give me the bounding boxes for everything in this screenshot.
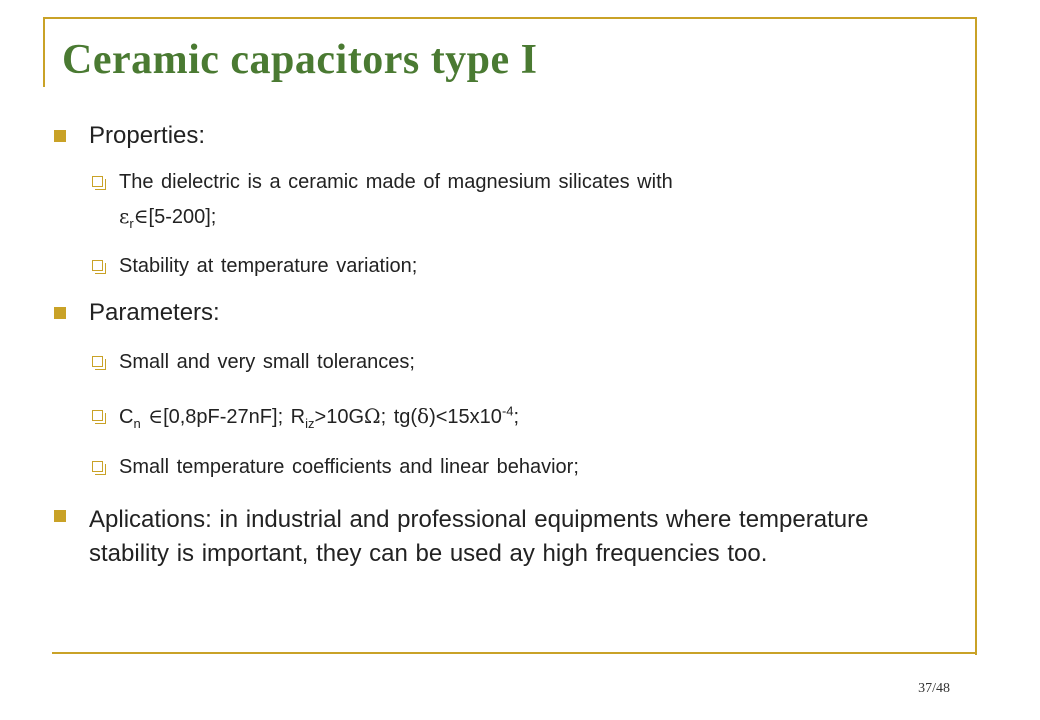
checkbox-bullet-icon <box>92 410 103 421</box>
parameters-heading: Parameters: <box>89 299 220 326</box>
tangent-exponent: -4 <box>501 403 514 419</box>
slide-title: Ceramic capacitors type I <box>62 37 538 83</box>
resistance-value: >10G <box>314 406 364 428</box>
applications-text: Aplications: in industrial and professional equipments where temperature stability is important, they can be used ay high frequencies too. <box>89 506 869 567</box>
checkbox-bullet-icon <box>92 356 103 367</box>
dielectric-text-line2 <box>119 201 216 232</box>
checkbox-bullet-icon <box>92 176 103 187</box>
properties-heading: Properties: <box>89 122 206 149</box>
title-frame-top-line <box>43 17 976 19</box>
square-bullet-icon <box>54 130 66 142</box>
element-of-symbol: ∈ <box>133 204 149 228</box>
dielectric-range: [5-200]; <box>148 206 217 228</box>
square-bullet-icon <box>54 307 66 319</box>
square-bullet-icon <box>54 510 66 522</box>
capacitance-parameters-text <box>119 401 519 432</box>
capacitance-range: [0,8pF-27nF]; R <box>163 406 306 428</box>
element-of-symbol: ∈ <box>148 404 164 428</box>
dielectric-text-line1: The dielectric is a ceramic made of magnesium silicates with <box>119 171 673 193</box>
resistance-subscript: iz <box>305 416 315 431</box>
epsilon-subscript: r <box>129 216 134 231</box>
frame-right-line <box>975 17 977 655</box>
parameter-end-semicolon: ; <box>513 406 520 428</box>
capacitance-symbol: C <box>119 406 134 428</box>
page-number: 37/48 <box>918 681 950 696</box>
epsilon-symbol: ε <box>119 204 130 228</box>
tolerances-text: Small and very small tolerances; <box>119 351 415 373</box>
footer-divider-line <box>52 652 976 654</box>
delta-symbol: δ <box>417 404 430 428</box>
capacitance-subscript: n <box>133 416 141 431</box>
omega-symbol: Ω <box>364 404 381 428</box>
stability-text: Stability at temperature variation; <box>119 255 418 277</box>
checkbox-bullet-icon <box>92 260 103 271</box>
temperature-coefficients-text: Small temperature coefficients and linear behavior; <box>119 456 579 478</box>
checkbox-bullet-icon <box>92 461 103 472</box>
tangent-limit: )<15x10 <box>429 406 502 428</box>
tangent-prefix: ; tg( <box>380 406 418 428</box>
title-frame-left-line <box>43 17 45 87</box>
